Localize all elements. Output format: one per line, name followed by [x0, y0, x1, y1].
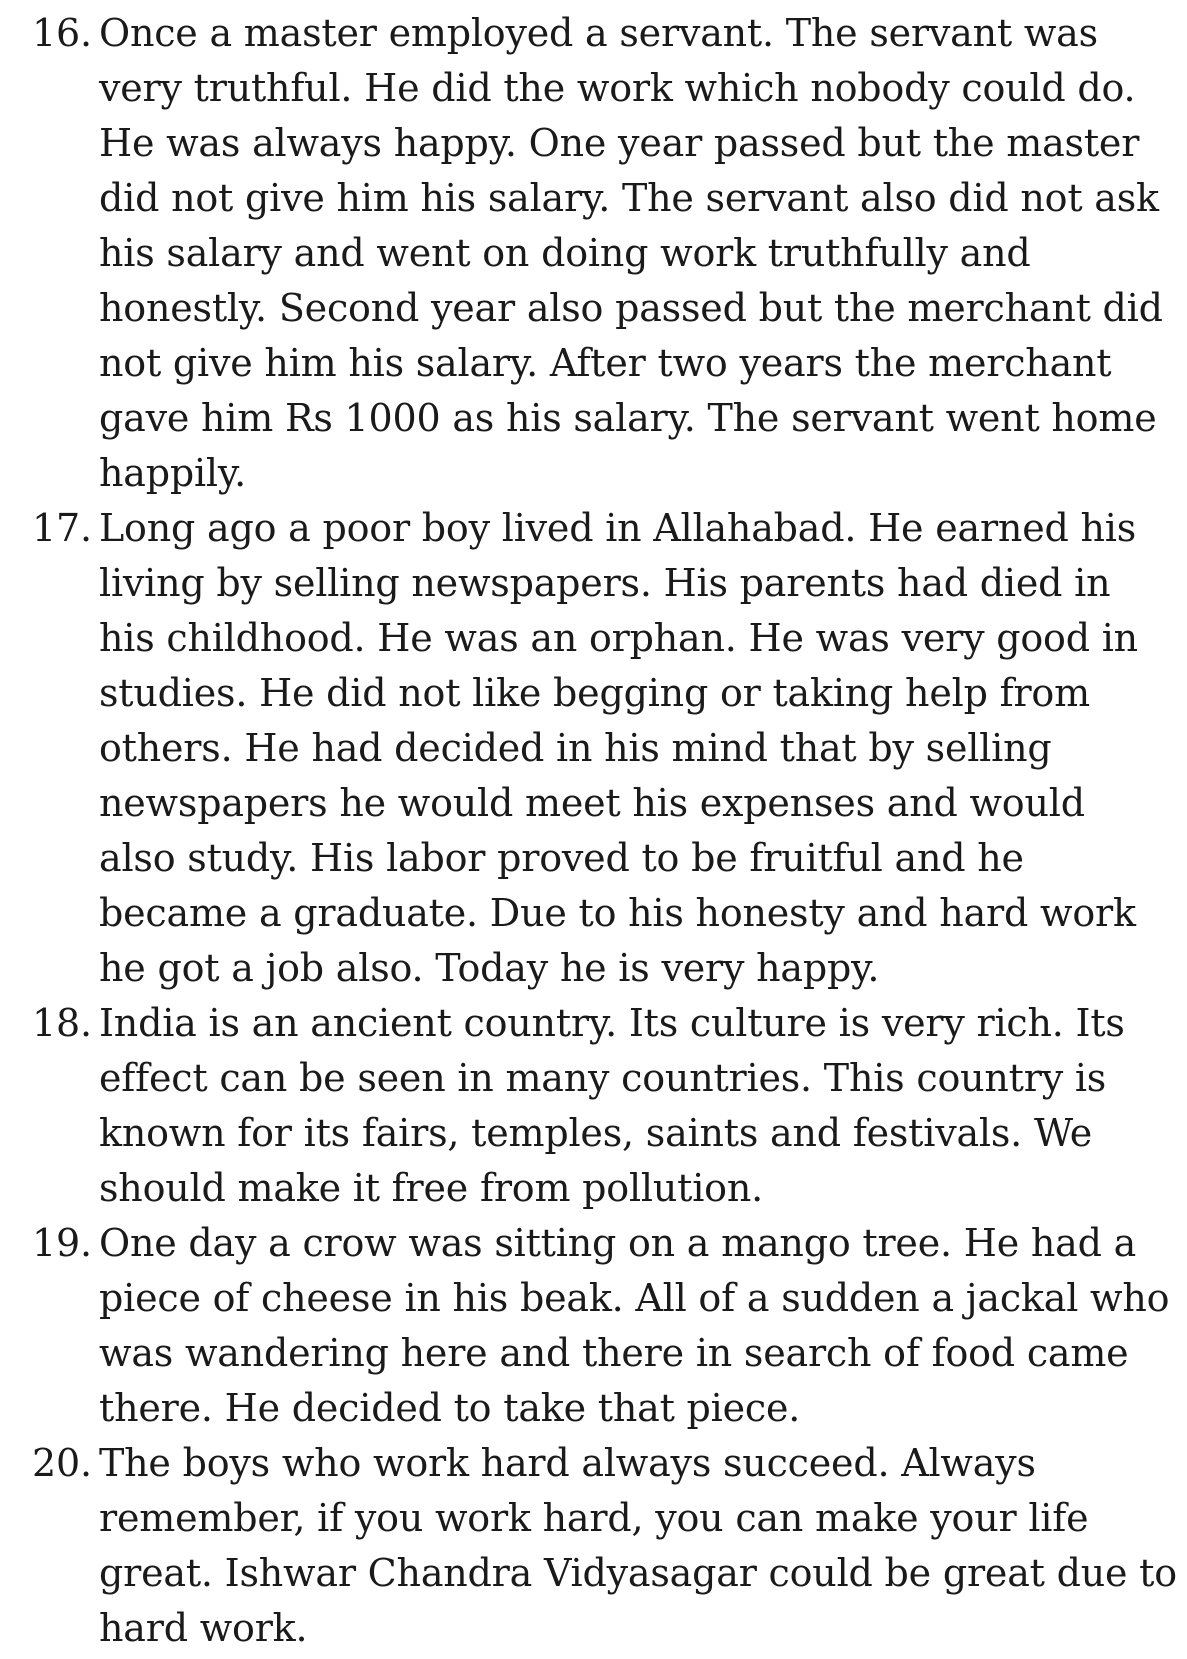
item-number: 18.: [32, 1001, 92, 1045]
paragraph-line: others. He had decided in his mind that by selling: [99, 726, 1052, 770]
paragraph-line: Once a master employed a servant. The servant was: [99, 11, 1098, 55]
paragraph-item: [32, 501, 1147, 996]
paragraph-item: [32, 6, 1163, 501]
paragraph-line: India is an ancient country. Its culture is very rich. Its: [99, 1001, 1125, 1045]
paragraph-line: Long ago a poor boy lived in Allahabad. He earned his: [99, 506, 1137, 550]
paragraph-line: He was always happy. One year passed but the master: [99, 121, 1140, 165]
paragraph-line: also study. His labor proved to be fruitful and he: [99, 836, 1024, 880]
paragraph-line: honestly. Second year also passed but the merchant did: [99, 286, 1163, 330]
item-number: 19.: [32, 1221, 92, 1265]
paragraph-line: happily.: [99, 451, 246, 495]
paragraph-line: newspapers he would meet his expenses and would: [99, 781, 1085, 825]
paragraph-line: studies. He did not like begging or taking help from: [99, 671, 1090, 715]
paragraph-line: great. Ishwar Chandra Vidyasagar could be great due to: [99, 1551, 1177, 1595]
paragraph-line: One day a crow was sitting on a mango tree. He had a: [99, 1221, 1137, 1265]
paragraph-line: he got a job also. Today he is very happy.: [99, 946, 880, 990]
paragraph-line: The boys who work hard always succeed. Always: [99, 1441, 1036, 1485]
paragraph-item: [32, 1436, 1177, 1656]
item-number: 17.: [32, 506, 92, 550]
paragraph-line: did not give him his salary. The servant also did not ask: [99, 176, 1159, 220]
item-number: 16.: [32, 11, 92, 55]
paragraph-line: gave him Rs 1000 as his salary. The servant went home: [99, 396, 1157, 440]
paragraph-line: piece of cheese in his beak. All of a sudden a jackal who: [99, 1276, 1170, 1320]
paragraph-item: [32, 996, 1147, 1216]
item-number: 20.: [32, 1441, 92, 1485]
paragraph-line: his childhood. He was an orphan. He was very good in: [99, 616, 1138, 660]
numbered-paragraph-list: [32, 6, 1177, 1656]
paragraph-line: hard work.: [99, 1606, 308, 1650]
paragraph-line: very truthful. He did the work which nobody could do.: [99, 66, 1136, 110]
paragraph-line: became a graduate. Due to his honesty and hard work: [99, 891, 1136, 935]
paragraph-line: effect can be seen in many countries. This country is: [99, 1056, 1107, 1100]
paragraph-line: known for its fairs, temples, saints and festivals. We: [99, 1111, 1092, 1155]
paragraph-line: not give him his salary. After two years the merchant: [99, 341, 1112, 385]
paragraph-line: there. He decided to take that piece.: [99, 1386, 801, 1430]
paragraph-line: living by selling newspapers. His parents had died in: [99, 561, 1111, 605]
paragraph-line: should make it free from pollution.: [99, 1166, 764, 1210]
paragraph-line: remember, if you work hard, you can make your life: [99, 1496, 1089, 1540]
paragraph-line: his salary and went on doing work truthfully and: [99, 231, 1031, 275]
paragraph-item: [32, 1216, 1170, 1436]
paragraph-line: was wandering here and there in search of food came: [99, 1331, 1129, 1375]
